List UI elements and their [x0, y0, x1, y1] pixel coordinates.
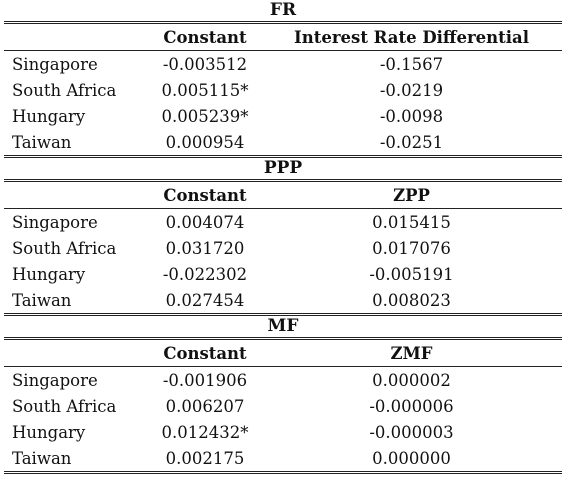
table-row [4, 129, 562, 155]
coef-cell: -0.000006 [369, 396, 454, 416]
table-row [4, 419, 562, 445]
constant-cell: 0.002175 [165, 448, 245, 468]
header-row [4, 24, 562, 50]
constant-cell: 0.027454 [165, 290, 245, 310]
country-cell: Hungary [12, 264, 86, 284]
table-row [4, 393, 562, 419]
double-rule [4, 471, 562, 474]
coef-cell: 0.000002 [372, 370, 451, 390]
constant-cell: 0.031720 [165, 238, 245, 258]
coef-cell: -0.0219 [379, 80, 444, 100]
table-row [4, 209, 562, 235]
country-cell: Taiwan [12, 290, 72, 310]
table-row [4, 51, 562, 77]
section-title: FR [269, 0, 297, 20]
country-cell: South Africa [12, 238, 117, 258]
section-mf [4, 316, 562, 474]
country-cell: Singapore [12, 370, 98, 390]
country-cell: South Africa [12, 396, 117, 416]
coef-cell: 0.017076 [372, 238, 451, 258]
constant-cell: 0.006207 [165, 396, 245, 416]
coef-cell: -0.0098 [379, 106, 444, 126]
section-ppp [4, 158, 562, 316]
coef-cell: -0.005191 [369, 264, 454, 284]
table-row [4, 287, 562, 313]
country-cell: Hungary [12, 422, 86, 442]
table-row [4, 367, 562, 393]
header-cell: Interest Rate Differential [294, 27, 529, 47]
constant-cell: 0.004074 [165, 212, 245, 232]
constant-cell: 0.012432* [161, 422, 249, 442]
header-cell: Constant [163, 185, 247, 205]
constant-cell: -0.001906 [162, 370, 248, 390]
coef-cell: -0.1567 [379, 54, 444, 74]
constant-cell: 0.005239* [161, 106, 249, 126]
header-cell: Constant [163, 343, 247, 363]
regression-table [4, 0, 562, 474]
country-cell: Taiwan [12, 448, 72, 468]
coef-cell: -0.000003 [369, 422, 454, 442]
section-title: MF [267, 316, 299, 336]
constant-cell: 0.000954 [165, 132, 245, 152]
constant-cell: -0.022302 [162, 264, 248, 284]
country-cell: South Africa [12, 80, 117, 100]
coef-cell: 0.015415 [372, 212, 451, 232]
section-title: PPP [263, 158, 303, 178]
country-cell: Singapore [12, 212, 98, 232]
country-cell: Singapore [12, 54, 98, 74]
header-cell: Constant [163, 27, 247, 47]
table-row [4, 261, 562, 287]
coef-cell: 0.000000 [372, 448, 451, 468]
coef-cell: -0.0251 [379, 132, 444, 152]
table-row [4, 77, 562, 103]
header-cell: ZPP [393, 185, 430, 205]
header-row [4, 182, 562, 208]
constant-cell: 0.005115* [161, 80, 249, 100]
country-cell: Taiwan [12, 132, 72, 152]
coef-cell: 0.008023 [372, 290, 451, 310]
header-cell: ZMF [390, 343, 433, 363]
section-fr [4, 0, 562, 158]
constant-cell: -0.003512 [162, 54, 248, 74]
table-row [4, 103, 562, 129]
country-cell: Hungary [12, 106, 86, 126]
table-row [4, 235, 562, 261]
header-row [4, 340, 562, 366]
table-row [4, 445, 562, 471]
